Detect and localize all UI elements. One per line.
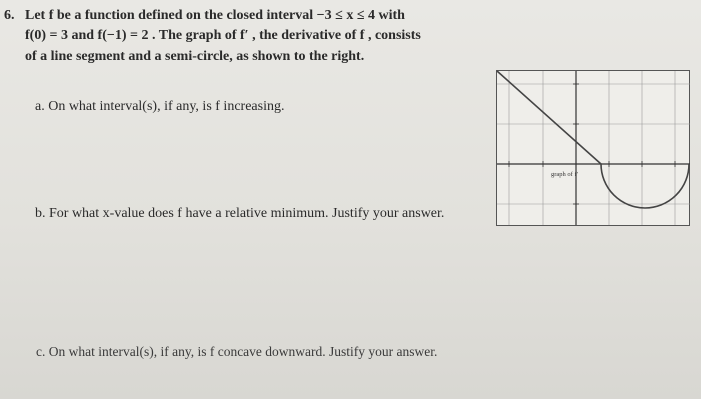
problem-number: 6.: [4, 8, 15, 23]
problem-intro-line-2: f(0) = 3 and f(−1) = 2 . The graph of f′ , the derivative of f , consists: [25, 28, 421, 43]
graph-label: graph of f′: [551, 171, 579, 178]
question-c: c. On what interval(s), if any, is f concave downward. Justify your answer.: [36, 344, 438, 359]
derivative-graph: [496, 70, 691, 226]
question-b: b. For what x-value does f have a relative minimum. Justify your answer.: [35, 206, 445, 221]
problem-intro-line-3: of a line segment and a semi-circle, as shown to the right.: [25, 49, 365, 64]
problem-intro-line-1: Let f be a function defined on the closed interval −3 ≤ x ≤ 4 with: [25, 8, 405, 23]
derivative-graph-svg: [496, 70, 691, 226]
graph-frame: [497, 71, 690, 226]
question-a: a. On what interval(s), if any, is f increasing.: [35, 99, 285, 114]
